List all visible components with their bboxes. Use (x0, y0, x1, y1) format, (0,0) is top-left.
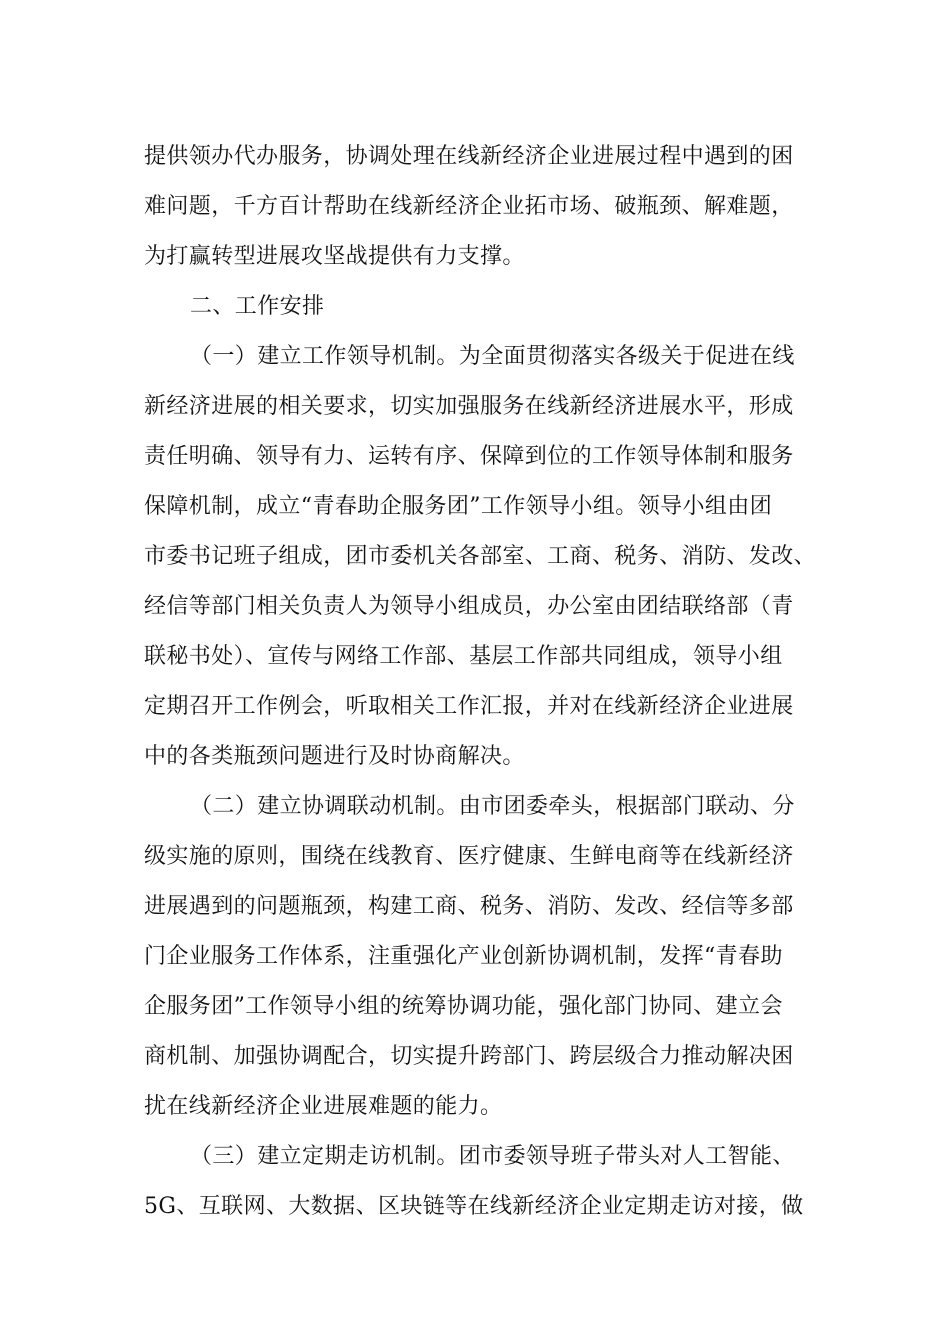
text-line: 企服务团”工作领导小组的统筹协调功能，强化部门协同、建立会 (144, 994, 783, 1019)
text-line: 二、工作安排 (190, 294, 325, 319)
document-body (144, 132, 824, 1232)
text-line: 扰在线新经济企业进展难题的能力。 (144, 1094, 503, 1119)
text-line: 难问题，千方百计帮助在线新经济企业拓市场、破瓶颈、解难题， (144, 194, 794, 219)
text-line: （一）建立工作领导机制。为全面贯彻落实各级关于促进在线 (190, 344, 795, 369)
text-line: 商机制、加强协调配合，切实提升跨部门、跨层级合力推动解决困 (144, 1044, 794, 1069)
text-line: 联秘书处）、宣传与网络工作部、基层工作部共同组成，领导小组 (144, 644, 783, 669)
text-line: （三）建立定期走访机制。团市委领导班子带头对人工智能、 (190, 1144, 795, 1169)
text-line: 责任明确、领导有力、运转有序、保障到位的工作领导体制和服务 (144, 444, 794, 469)
text-line: 为打赢转型进展攻坚战提供有力支撑。 (144, 244, 525, 269)
text-line: 保障机制，成立“青春助企服务团”工作领导小组。领导小组由团 (144, 494, 773, 519)
text-line: 经信等部门相关负责人为领导小组成员，办公室由团结联络部（青 (144, 594, 794, 619)
text-line: 市委书记班子组成，团市委机关各部室、工商、税务、消防、发改、 (144, 544, 817, 569)
text-line: 进展遇到的问题瓶颈，构建工商、税务、消防、发改、经信等多部 (144, 894, 794, 919)
text-line: 新经济进展的相关要求，切实加强服务在线新经济进展水平，形成 (144, 394, 794, 419)
text-line: 5G、互联网、大数据、区块链等在线新经济企业定期走访对接，做 (144, 1194, 804, 1219)
text-line: 定期召开工作例会，听取相关工作汇报，并对在线新经济企业进展 (144, 694, 794, 719)
text-line: 中的各类瓶颈问题进行及时协商解决。 (144, 744, 525, 769)
text-line: 提供领办代办服务，协调处理在线新经济企业进展过程中遇到的困 (144, 144, 794, 169)
text-line: 门企业服务工作体系，注重强化产业创新协调机制，发挥“青春助 (144, 944, 783, 969)
text-line: （二）建立协调联动机制。由市团委牵头，根据部门联动、分 (190, 794, 795, 819)
text-line: 级实施的原则，围绕在线教育、医疗健康、生鲜电商等在线新经济 (144, 844, 794, 869)
